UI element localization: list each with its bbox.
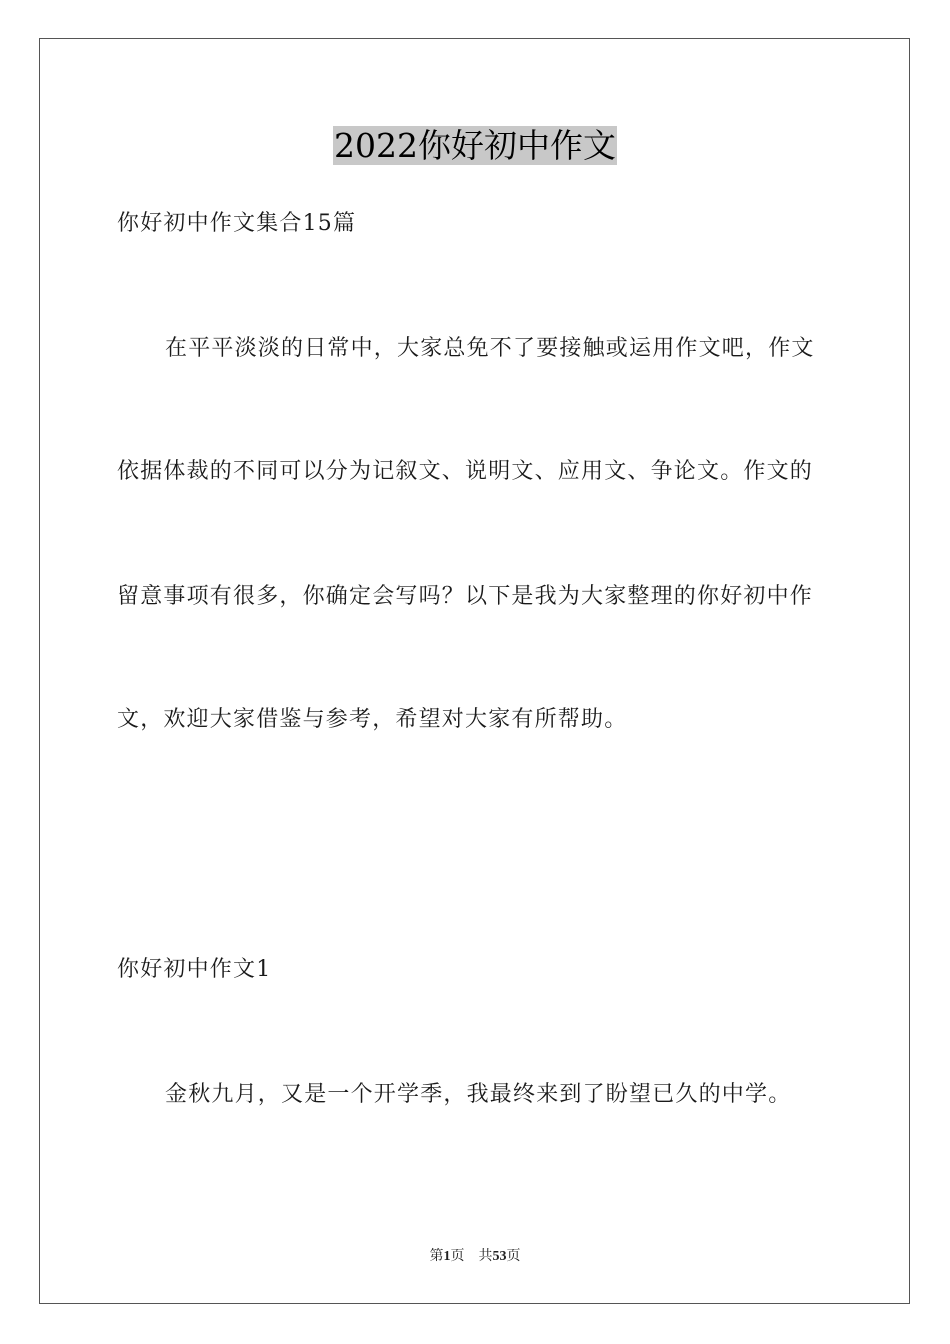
section-heading: 你好初中作文1 [117,957,272,982]
page-footer [0,1248,950,1266]
footer-page-total: 53 [492,1249,507,1264]
intro-line-2: 依据体裁的不同可以分为记叙文、说明文、应用文、争论文。作文的 [117,459,814,484]
footer-page-mid: 页 共 [450,1249,493,1264]
footer-page-current: 1 [443,1249,451,1264]
intro-line-3: 留意事项有很多，你确定会写吗？以下是我为大家整理的你好初中作 [117,584,814,609]
footer-page-prefix: 第 [429,1249,444,1264]
section-paragraph-line: 金秋九月，又是一个开学季，我最终来到了盼望已久的中学。 [165,1082,792,1107]
collection-subtitle: 你好初中作文集合15篇 [117,211,357,236]
document-title [0,124,950,168]
document-title-text: 2022你好初中作文 [334,126,616,165]
intro-line-1: 在平平淡淡的日常中，大家总免不了要接触或运用作文吧，作文 [165,336,815,361]
intro-line-4: 文，欢迎大家借鉴与参考，希望对大家有所帮助。 [117,707,628,732]
footer-page-suffix: 页 [506,1249,521,1264]
